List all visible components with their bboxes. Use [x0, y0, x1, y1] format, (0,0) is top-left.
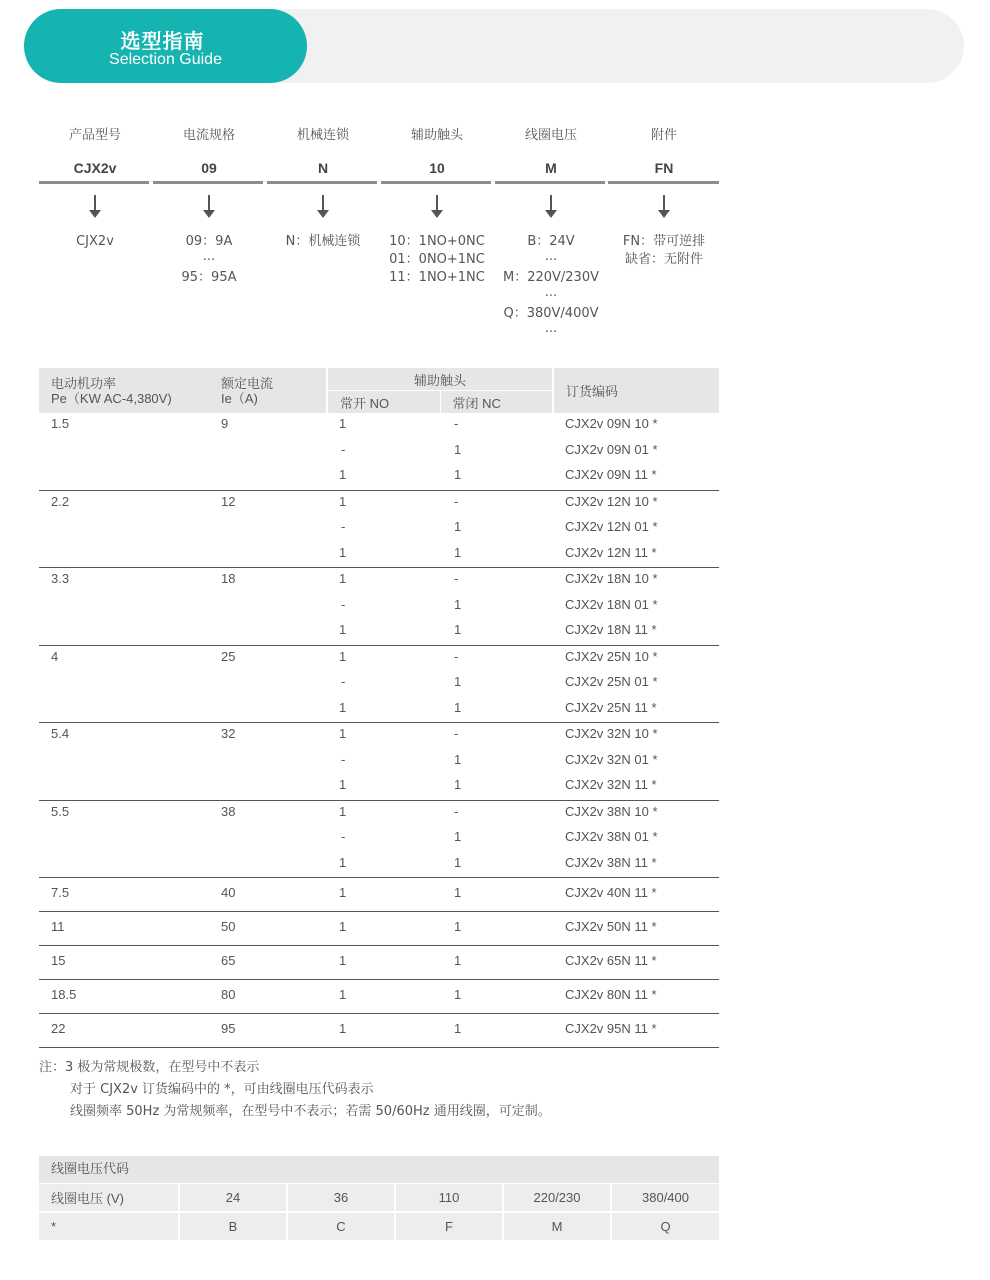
- guide-description: [39, 233, 151, 251]
- no-cell: -: [341, 829, 346, 844]
- guide-description-line: N：机械连锁: [285, 234, 361, 249]
- coil-cell: Q: [611, 1212, 719, 1240]
- section-title-en: Selection Guide: [109, 51, 222, 68]
- coil-cell: M: [503, 1212, 611, 1240]
- power-cell: 4: [51, 648, 59, 664]
- guide-description-line: CJX2v: [76, 234, 114, 249]
- nc-cell: -: [454, 803, 459, 819]
- table-row: [39, 1014, 719, 1048]
- table-row: [39, 946, 719, 980]
- nc-cell: 1: [440, 542, 553, 568]
- header-power-label: 电动机功率: [51, 375, 117, 391]
- current-cell: 12: [221, 493, 236, 509]
- current-cell: [209, 542, 327, 568]
- header-power: [39, 368, 209, 413]
- current-cell: [209, 774, 327, 800]
- power-cell: [39, 594, 209, 620]
- no-cell: 1: [339, 803, 347, 819]
- order-code-cell: CJX2v 38N 01 *: [565, 829, 658, 844]
- nc-cell: 1: [440, 878, 553, 912]
- current-cell: 9: [221, 416, 229, 431]
- arrow-down-icon: [203, 195, 215, 219]
- no-cell: 1: [327, 774, 440, 800]
- table-row: [39, 912, 719, 946]
- power-cell: [39, 826, 209, 852]
- guide-label: 辅助触头: [410, 128, 463, 143]
- header-order-code: 订货编码: [553, 368, 719, 413]
- guide-label: 电流规格: [182, 128, 235, 143]
- order-code-cell: CJX2v 25N 11 *: [553, 697, 719, 723]
- order-code-cell: CJX2v 40N 11 *: [553, 878, 719, 912]
- no-cell: 1: [327, 464, 440, 490]
- guide-description-line: ...: [544, 321, 558, 336]
- arrow-down-icon: [545, 195, 557, 219]
- order-code-cell: CJX2v 32N 11 *: [553, 774, 719, 800]
- nc-cell: 1: [454, 674, 462, 689]
- current-cell: 65: [209, 946, 327, 980]
- arrow-down-icon: [431, 195, 443, 219]
- guide-description-line: ...: [202, 249, 216, 264]
- order-code-cell: CJX2v 38N 10 *: [565, 803, 658, 819]
- guide-description: [495, 233, 607, 341]
- power-cell: 15: [39, 946, 209, 980]
- table-row: [39, 800, 719, 826]
- no-cell: 1: [339, 726, 347, 741]
- current-cell: 50: [209, 912, 327, 946]
- coil-code-row: [39, 1212, 719, 1240]
- power-cell: 22: [39, 1014, 209, 1048]
- table-row: [39, 490, 719, 516]
- guide-code: 09: [201, 160, 217, 176]
- current-cell: [209, 516, 327, 542]
- power-cell: [39, 671, 209, 697]
- order-code-cell: CJX2v 32N 10 *: [565, 726, 658, 741]
- guide-underline: [267, 181, 377, 184]
- guide-code: 10: [429, 160, 445, 176]
- nc-cell: 1: [454, 596, 462, 612]
- guide-code: FN: [654, 160, 674, 176]
- order-code-cell: CJX2v 80N 11 *: [553, 980, 719, 1014]
- coil-voltage-row: [39, 1184, 719, 1212]
- guide-code: M: [545, 160, 557, 176]
- nc-cell: 1: [454, 519, 462, 534]
- no-cell: 1: [339, 648, 347, 664]
- power-cell: [39, 749, 209, 775]
- guide-description-line: 11：1NO+1NC: [389, 270, 485, 285]
- current-cell: [209, 594, 327, 620]
- order-code-cell: CJX2v 18N 11 *: [553, 619, 719, 645]
- no-cell: -: [341, 596, 346, 612]
- guide-code: N: [317, 160, 329, 176]
- order-code-cell: CJX2v 25N 10 *: [565, 648, 658, 664]
- current-cell: 18: [221, 571, 236, 586]
- coil-table-title: 线圈电压代码: [39, 1156, 719, 1183]
- current-cell: [209, 826, 327, 852]
- order-code-cell: CJX2v 32N 01 *: [565, 751, 658, 767]
- no-cell: 1: [327, 619, 440, 645]
- power-cell: 11: [39, 912, 209, 946]
- current-cell: 40: [209, 878, 327, 912]
- guide-label: 线圈电压: [524, 128, 577, 143]
- no-cell: 1: [327, 1014, 440, 1048]
- order-code-cell: CJX2v 18N 01 *: [565, 596, 658, 612]
- order-code-cell: CJX2v 18N 10 *: [565, 571, 658, 586]
- no-cell: 1: [327, 697, 440, 723]
- coil-cell: F: [395, 1212, 503, 1240]
- table-row: [39, 516, 719, 542]
- nc-cell: 1: [440, 1014, 553, 1048]
- no-cell: 1: [339, 571, 347, 586]
- guide-description-line: ...: [544, 249, 558, 264]
- table-row: [39, 568, 719, 594]
- coil-row-label: 线圈电压 (V): [39, 1184, 179, 1212]
- coil-voltage-table: [39, 1184, 719, 1240]
- current-cell: [209, 697, 327, 723]
- header-no: 常开 NO: [327, 391, 440, 414]
- order-code-cell: CJX2v 12N 11 *: [553, 542, 719, 568]
- guide-underline: [495, 181, 605, 184]
- header-power-unit: Pe（KW AC-4,380V): [51, 390, 172, 406]
- coil-cell: 220/230: [503, 1184, 611, 1212]
- nc-cell: 1: [440, 946, 553, 980]
- table-row: [39, 439, 719, 465]
- order-code-cell: CJX2v 12N 10 *: [565, 493, 658, 509]
- current-cell: [209, 464, 327, 490]
- order-code-cell: CJX2v 50N 11 *: [553, 912, 719, 946]
- guide-label: 附件: [650, 128, 677, 143]
- guide-code: CJX2v: [73, 160, 117, 176]
- table-row: [39, 878, 719, 912]
- guide-description-line: B：24V: [527, 234, 575, 249]
- guide-description-line: M：220V/230V: [502, 270, 599, 285]
- table-row: [39, 723, 719, 749]
- no-cell: -: [341, 674, 346, 689]
- header-nc: 常闭 NC: [440, 391, 553, 414]
- nc-cell: -: [454, 493, 459, 509]
- power-cell: [39, 852, 209, 878]
- nc-cell: 1: [440, 619, 553, 645]
- power-cell: [39, 697, 209, 723]
- note-line: 线圈频率 50Hz 为常规频率，在型号中不表示；若需 50/60Hz 通用线圈，可定制。: [70, 1104, 551, 1119]
- nc-cell: 1: [454, 829, 462, 844]
- order-code-cell: CJX2v 09N 10 *: [565, 416, 658, 431]
- guide-label: 产品型号: [68, 128, 121, 143]
- nc-cell: -: [454, 571, 459, 586]
- guide-description-line: 缺省：无附件: [624, 252, 703, 267]
- order-code-cell: CJX2v 65N 11 *: [553, 946, 719, 980]
- order-code-cell: CJX2v 25N 01 *: [565, 674, 658, 689]
- guide-description-line: Q：380V/400V: [503, 306, 599, 321]
- table-row: [39, 542, 719, 568]
- current-cell: 95: [209, 1014, 327, 1048]
- table-row: [39, 671, 719, 697]
- power-cell: [39, 439, 209, 465]
- guide-underline: [39, 181, 149, 184]
- guide-description-line: FN：带可逆排: [622, 234, 706, 249]
- arrow-down-icon: [89, 195, 101, 219]
- nc-cell: 1: [440, 774, 553, 800]
- nc-cell: 1: [440, 980, 553, 1014]
- nc-cell: 1: [440, 912, 553, 946]
- order-code-cell: CJX2v 09N 01 *: [565, 441, 658, 457]
- guide-underline: [381, 181, 491, 184]
- current-cell: 32: [221, 726, 236, 741]
- nc-cell: 1: [454, 751, 462, 767]
- power-cell: [39, 619, 209, 645]
- no-cell: 1: [327, 912, 440, 946]
- power-cell: [39, 542, 209, 568]
- no-cell: 1: [327, 852, 440, 878]
- current-cell: [209, 749, 327, 775]
- guide-description-line: 95：95A: [181, 270, 237, 285]
- notes: [39, 1057, 551, 1123]
- selection-table: [39, 368, 719, 1048]
- power-cell: [39, 464, 209, 490]
- coil-cell: 24: [179, 1184, 287, 1212]
- coil-cell: C: [287, 1212, 395, 1240]
- nc-cell: -: [454, 416, 459, 431]
- no-cell: 1: [339, 416, 347, 431]
- table-row: [39, 749, 719, 775]
- nc-cell: -: [454, 726, 459, 741]
- guide-underline: [153, 181, 263, 184]
- table-row: [39, 619, 719, 645]
- note-line: 注：3 极为常规极数，在型号中不表示: [39, 1060, 260, 1075]
- order-code-cell: CJX2v 12N 01 *: [565, 519, 658, 534]
- order-code-cell: CJX2v 38N 11 *: [553, 852, 719, 878]
- order-code-cell: CJX2v 09N 11 *: [553, 464, 719, 490]
- table-row: [39, 645, 719, 671]
- table-row: [39, 594, 719, 620]
- guide-description: [267, 233, 379, 251]
- current-cell: [209, 852, 327, 878]
- guide-description: [381, 233, 493, 287]
- header-current-label: 额定电流: [221, 375, 274, 391]
- power-cell: 3.3: [51, 571, 70, 586]
- coil-row-label: *: [39, 1212, 179, 1240]
- guide-description: [153, 233, 265, 287]
- table-row: [39, 980, 719, 1014]
- header-current: [209, 368, 327, 413]
- current-cell: 80: [209, 980, 327, 1014]
- no-cell: 1: [327, 878, 440, 912]
- coil-cell: B: [179, 1212, 287, 1240]
- nc-cell: -: [454, 648, 459, 664]
- power-cell: [39, 774, 209, 800]
- section-title-zh: 选型指南: [120, 29, 205, 53]
- header-current-unit: Ie（A): [221, 390, 258, 406]
- nc-cell: 1: [440, 697, 553, 723]
- guide-label: 机械连锁: [296, 128, 349, 143]
- current-cell: 38: [221, 803, 236, 819]
- arrow-down-icon: [317, 195, 329, 219]
- power-cell: [39, 516, 209, 542]
- coil-cell: 110: [395, 1184, 503, 1212]
- guide-description-line: 10：1NO+0NC: [389, 234, 485, 249]
- no-cell: -: [341, 519, 346, 534]
- table-row: [39, 774, 719, 800]
- power-cell: 2.2: [51, 493, 70, 509]
- coil-cell: 380/400: [611, 1184, 719, 1212]
- section-title-badge: [24, 9, 307, 83]
- table-row: [39, 826, 719, 852]
- current-cell: [209, 439, 327, 465]
- guide-description: [608, 233, 720, 269]
- current-cell: 25: [221, 648, 236, 664]
- guide-underline: [608, 181, 719, 184]
- note-line: 对于 CJX2v 订货编码中的 *，可由线圈电压代码表示: [70, 1082, 374, 1097]
- coil-cell: 36: [287, 1184, 395, 1212]
- power-cell: 1.5: [51, 416, 70, 431]
- power-cell: 5.5: [51, 803, 70, 819]
- table-row: [39, 852, 719, 878]
- guide-description-line: 09：9A: [185, 234, 233, 249]
- no-cell: 1: [327, 542, 440, 568]
- header-aux-contacts: 辅助触头: [327, 368, 553, 391]
- power-cell: 18.5: [39, 980, 209, 1014]
- power-cell: 7.5: [39, 878, 209, 912]
- nc-cell: 1: [440, 464, 553, 490]
- no-cell: 1: [339, 493, 347, 509]
- table-row: [39, 697, 719, 723]
- power-cell: 5.4: [51, 726, 70, 741]
- guide-description-line: 01：0NO+1NC: [389, 252, 485, 267]
- current-cell: [209, 671, 327, 697]
- guide-description-line: ...: [544, 285, 558, 300]
- no-cell: 1: [327, 946, 440, 980]
- no-cell: -: [341, 441, 346, 457]
- table-row: [39, 464, 719, 490]
- table-row: [39, 413, 719, 439]
- order-code-cell: CJX2v 95N 11 *: [553, 1014, 719, 1048]
- no-cell: -: [341, 751, 346, 767]
- arrow-down-icon: [658, 195, 670, 219]
- no-cell: 1: [327, 980, 440, 1014]
- current-cell: [209, 619, 327, 645]
- nc-cell: 1: [440, 852, 553, 878]
- nc-cell: 1: [454, 441, 462, 457]
